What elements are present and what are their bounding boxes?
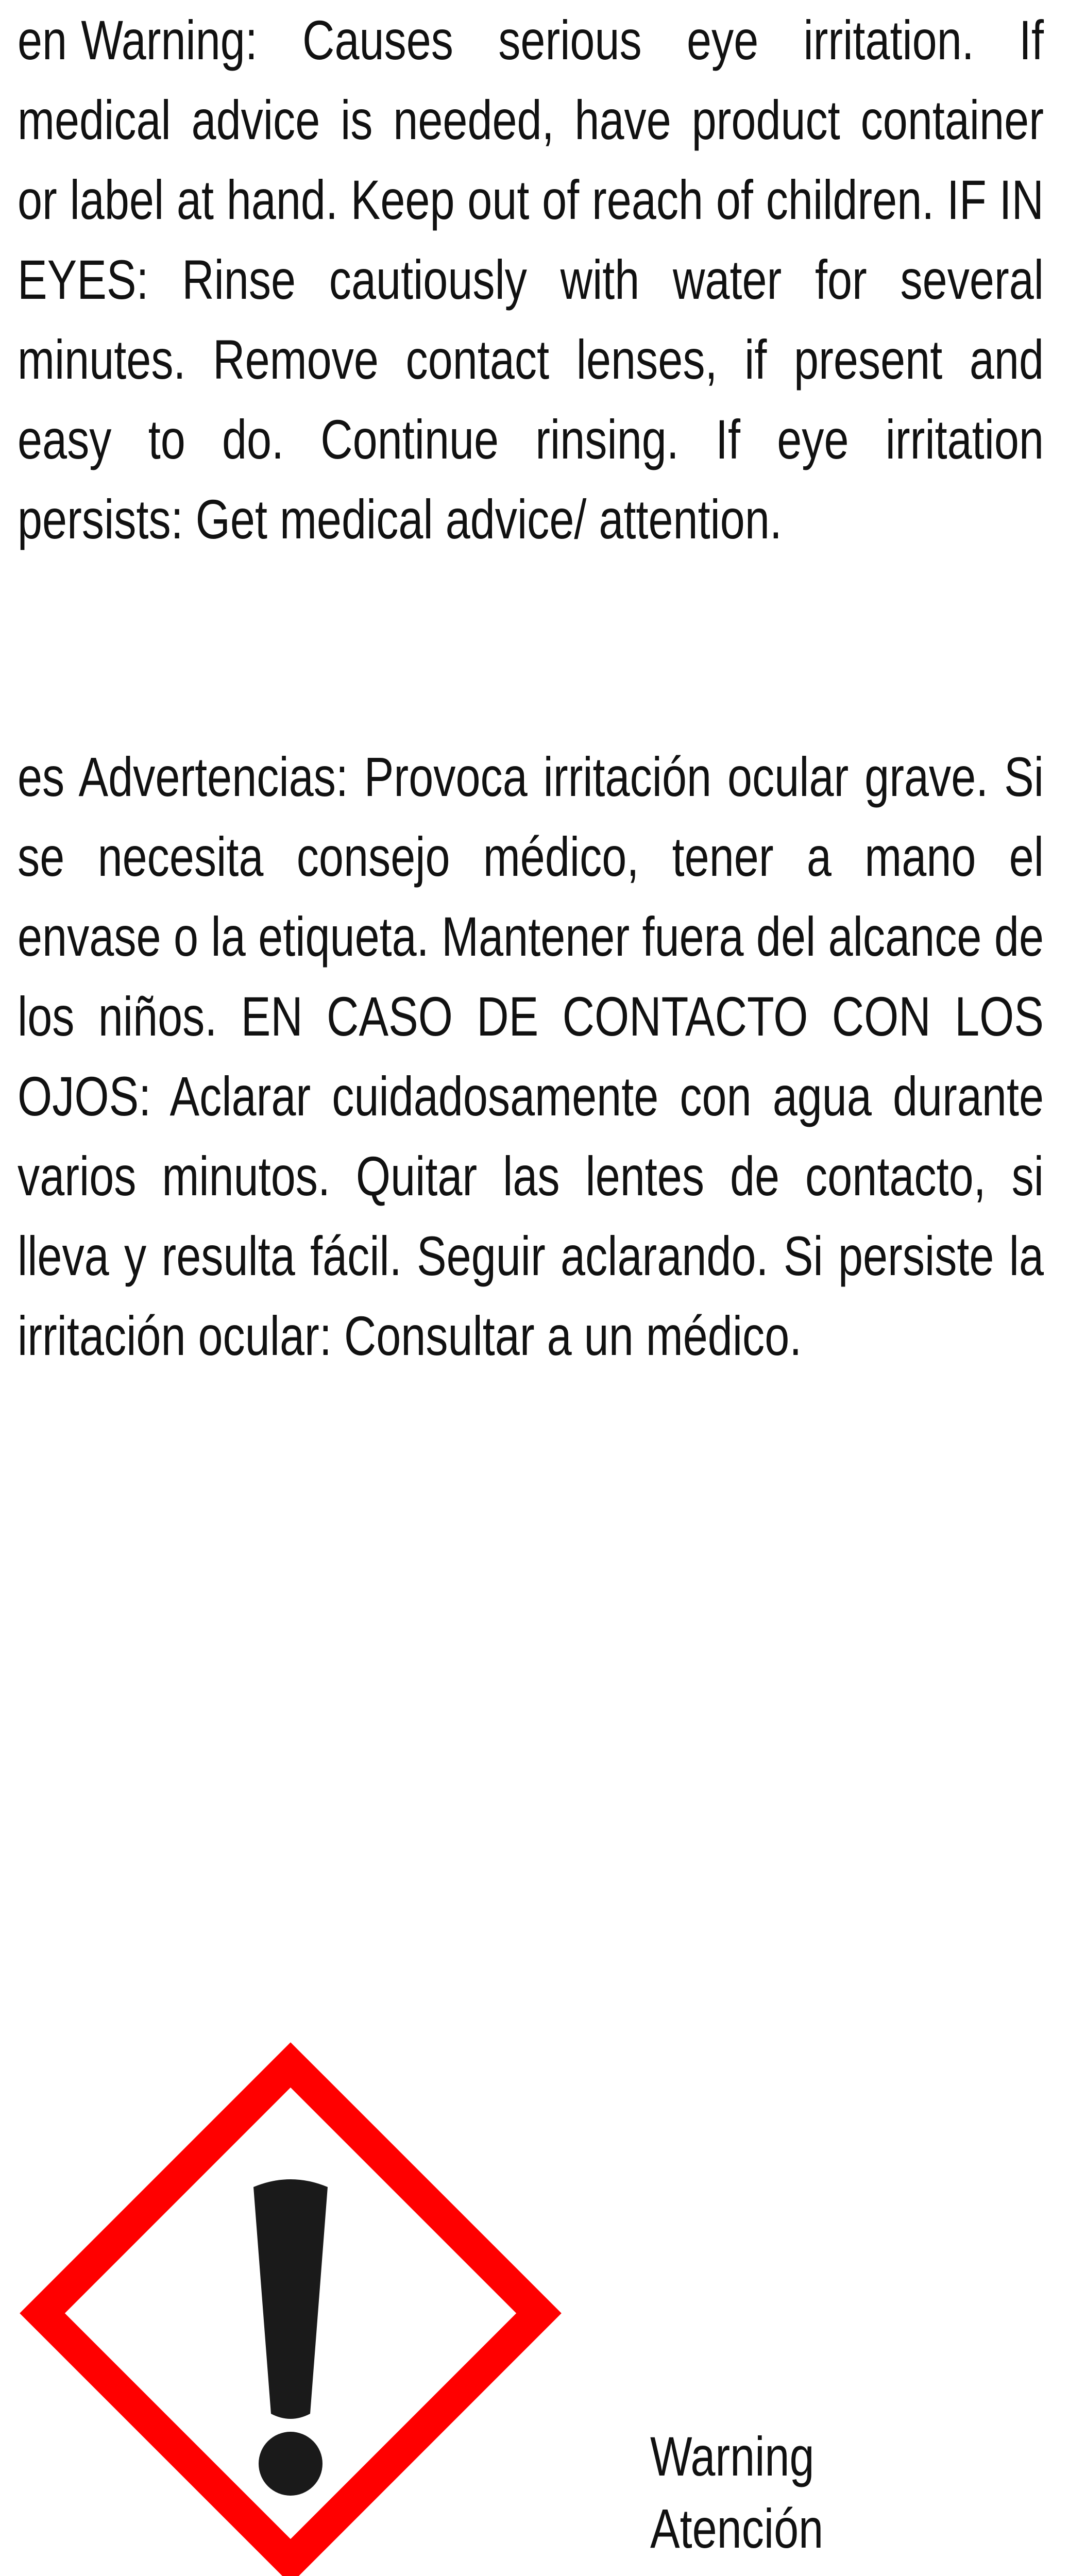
- signal-words: [650, 2420, 823, 2565]
- signal-word-es: Atención: [650, 2497, 824, 2560]
- english-statement: [18, 0, 1044, 559]
- english-statement-text: Warning: Causes serious eye irritation. If medical advice is needed, have product container or label at hand. Keep out of reach of children. IF IN EYES: Rinse cautiously with water for several minutes. Remove contact lenses, if present and easy to do. Continue rinsing. If eye irritation persists: Get medical advice/ attention.: [18, 9, 1044, 550]
- spanish-statement-text: Advertencias: Provoca irritación ocular grave. Si se necesita consejo médico, tener a mano el envase o la etiqueta. Mantener fuera del alcance de los niños. EN CASO DE CONTACTO CON LOS OJOS: Aclarar cuidadosamente con agua durante varios minutos. Quitar las lentes de contacto, si lleva y resulta fácil. Seguir aclarando. Si persiste la irritación ocular: Consultar a un médico.: [18, 745, 1044, 1367]
- signal-word-en: Warning: [650, 2425, 815, 2487]
- language-code-en: en: [18, 9, 67, 71]
- language-code-es: es: [18, 745, 65, 808]
- exclamation-dot: [259, 2432, 323, 2496]
- exclamation-mark-hazard-icon: [18, 2040, 564, 2576]
- spanish-statement: [18, 737, 1044, 1376]
